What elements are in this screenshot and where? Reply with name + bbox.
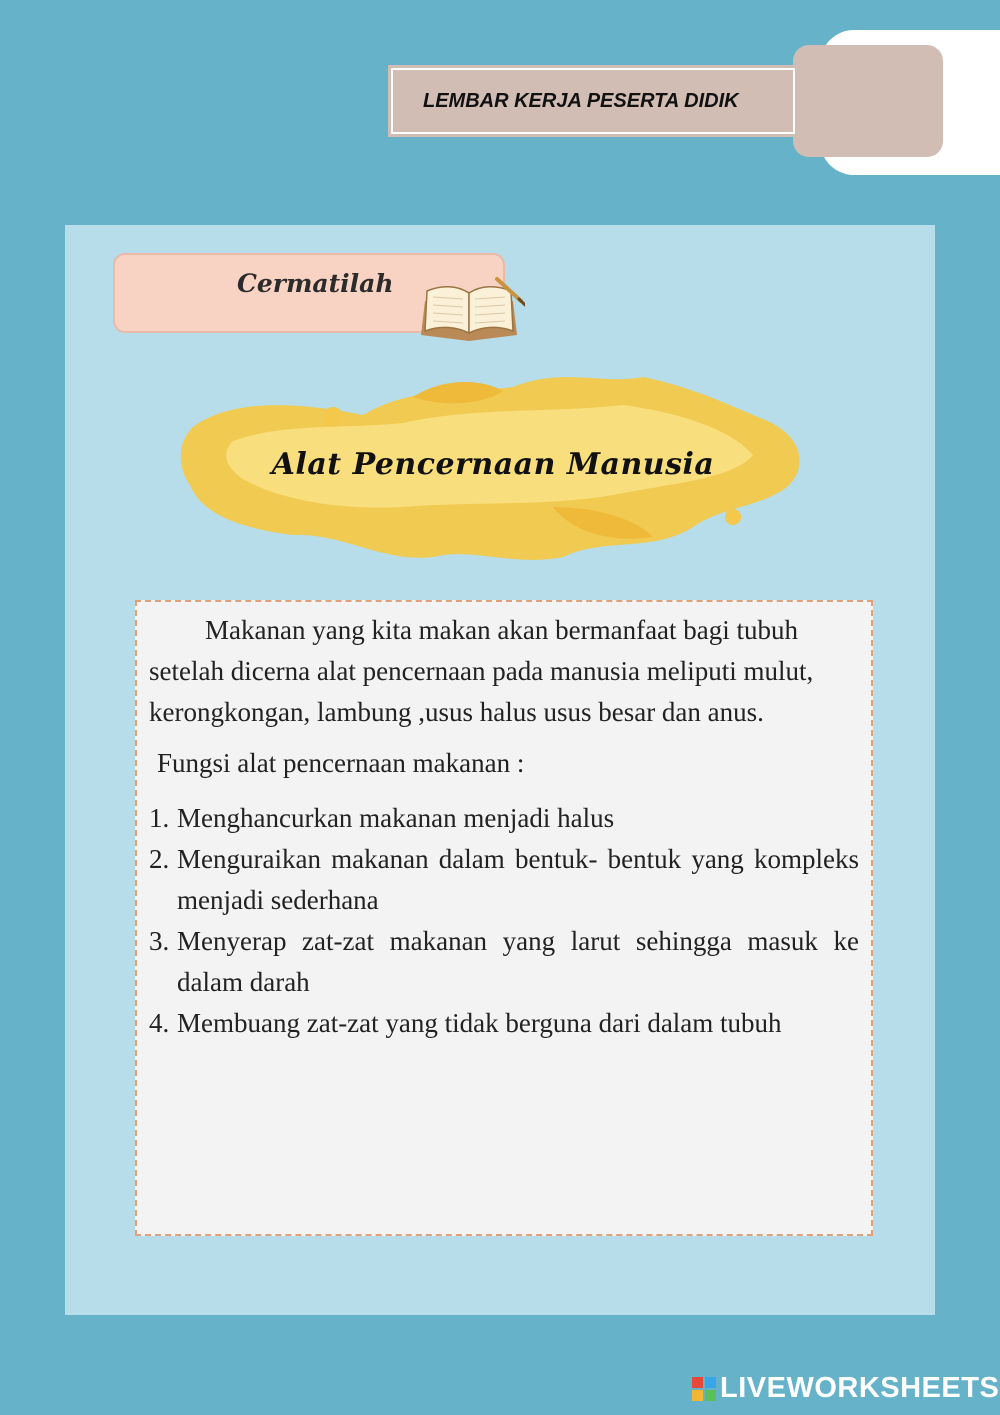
worksheet-panel — [65, 225, 935, 1315]
fungsi-list — [149, 798, 859, 1044]
topic-title: Alat Pencernaan Manusia — [271, 447, 715, 482]
list-item-text: Membuang zat-zat yang tidak berguna dari dalam tubuh — [177, 1008, 782, 1038]
list-item — [149, 839, 859, 921]
open-book-icon — [413, 275, 525, 345]
list-item-number: 4. — [149, 1008, 170, 1038]
header-tab-decoration — [793, 45, 943, 157]
logo-text: LIVEWORKSHEETS — [720, 1372, 1000, 1404]
list-item-number: 1. — [149, 803, 170, 833]
list-item-text: Menghancurkan makanan menjadi halus — [177, 803, 615, 833]
list-item-text: Menguraikan makanan dalam bentuk- bentuk yang kompleks menjadi sederhana — [177, 844, 859, 915]
list-item — [149, 798, 859, 839]
header-banner — [388, 65, 798, 137]
list-item-number: 2. — [149, 844, 170, 874]
section-label: Cermatilah — [237, 269, 394, 298]
fungsi-heading: Fungsi alat pencernaan makanan : — [157, 748, 525, 778]
intro-paragraph: Makanan yang kita makan akan bermanfaat bagi tubuh setelah dicerna alat pencernaan pada manusia meliputi mulut, kerongkongan, lambung ,usus halus usus besar dan anus. — [149, 615, 814, 727]
liveworksheets-logo-icon — [692, 1377, 716, 1401]
list-item — [149, 1003, 859, 1044]
list-item-number: 3. — [149, 926, 170, 956]
list-item — [149, 921, 859, 1003]
liveworksheets-logo[interactable] — [692, 1372, 999, 1405]
header-title: LEMBAR KERJA PESERTA DIDIK — [391, 68, 795, 134]
title-splash — [173, 357, 813, 569]
list-item-text: Menyerap zat-zat makanan yang larut sehingga masuk ke dalam darah — [177, 926, 859, 997]
content-box — [135, 600, 873, 1236]
